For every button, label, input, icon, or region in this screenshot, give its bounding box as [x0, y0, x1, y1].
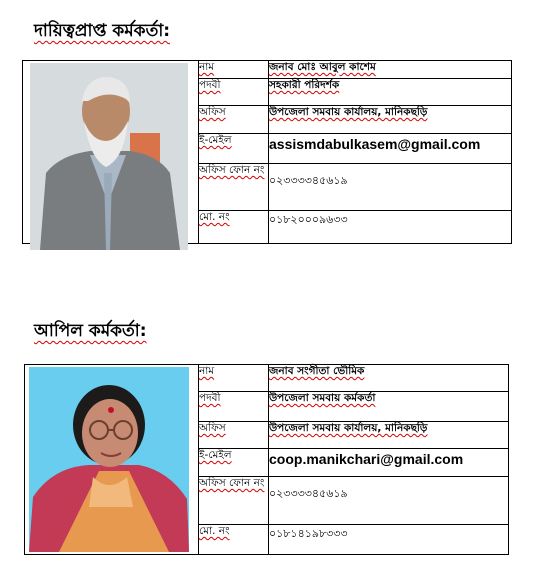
- officer-value-office: উপজেলা সমবায় কার্যালয়, মানিকছড়ি: [269, 106, 512, 134]
- appellate-label-office-phone: অফিস ফোন নং: [199, 477, 269, 525]
- officer-label-mobile: মো. নং: [199, 211, 269, 244]
- officer-card: [22, 60, 512, 244]
- officer-label-office-phone: অফিস ফোন নং: [199, 164, 269, 211]
- officer-value-email[interactable]: assismdabulkasem@gmail.com: [269, 134, 512, 164]
- officer-value-office-phone: ০২৩৩৩৩৪৫৬১৯: [269, 164, 512, 211]
- officer-label-designation: পদবী: [199, 79, 269, 106]
- appellate-card: [24, 364, 509, 555]
- appellate-photo: [29, 367, 189, 552]
- appellate-heading: আপিল কর্মকর্তা:: [34, 321, 147, 341]
- officer-value-designation: সহকারী পরিদর্শক: [269, 79, 512, 106]
- appellate-value-office-phone: ০২৩৩৩৩৪৫৬১৯: [269, 477, 509, 525]
- appellate-label-designation: পদবী: [199, 392, 269, 422]
- appellate-label-email: ই-মেইল: [199, 449, 269, 477]
- officer-label-office: অফিস: [199, 106, 269, 134]
- appellate-value-email[interactable]: coop.manikchari@gmail.com: [269, 449, 509, 477]
- appellate-value-name: জনাব সংগীতা ভৌমিক: [269, 365, 509, 392]
- appellate-label-mobile: মো. নং: [199, 525, 269, 555]
- officer-heading: দায়িত্বপ্রাপ্ত কর্মকর্তা:: [34, 21, 171, 41]
- appellate-value-mobile: ০১৮১৪১৯৮৩৩৩: [269, 525, 509, 555]
- appellate-value-designation: উপজেলা সমবায় কর্মকর্তা: [269, 392, 509, 422]
- officer-photo-cell: [23, 61, 199, 244]
- officer-value-name: জনাব মোঃ আবুল কাশেম: [269, 61, 512, 79]
- officer-label-name: নাম: [199, 61, 269, 79]
- officer-photo: [30, 63, 188, 250]
- appellate-value-office: উপজেলা সমবায় কার্যালয়, মানিকছড়ি: [269, 422, 509, 449]
- appellate-label-name: নাম: [199, 365, 269, 392]
- officer-label-email: ই-মেইল: [199, 134, 269, 164]
- appellate-label-office: অফিস: [199, 422, 269, 449]
- appellate-photo-cell: [25, 365, 199, 555]
- officer-value-mobile: ০১৮২০০০৯৬৩৩: [269, 211, 512, 244]
